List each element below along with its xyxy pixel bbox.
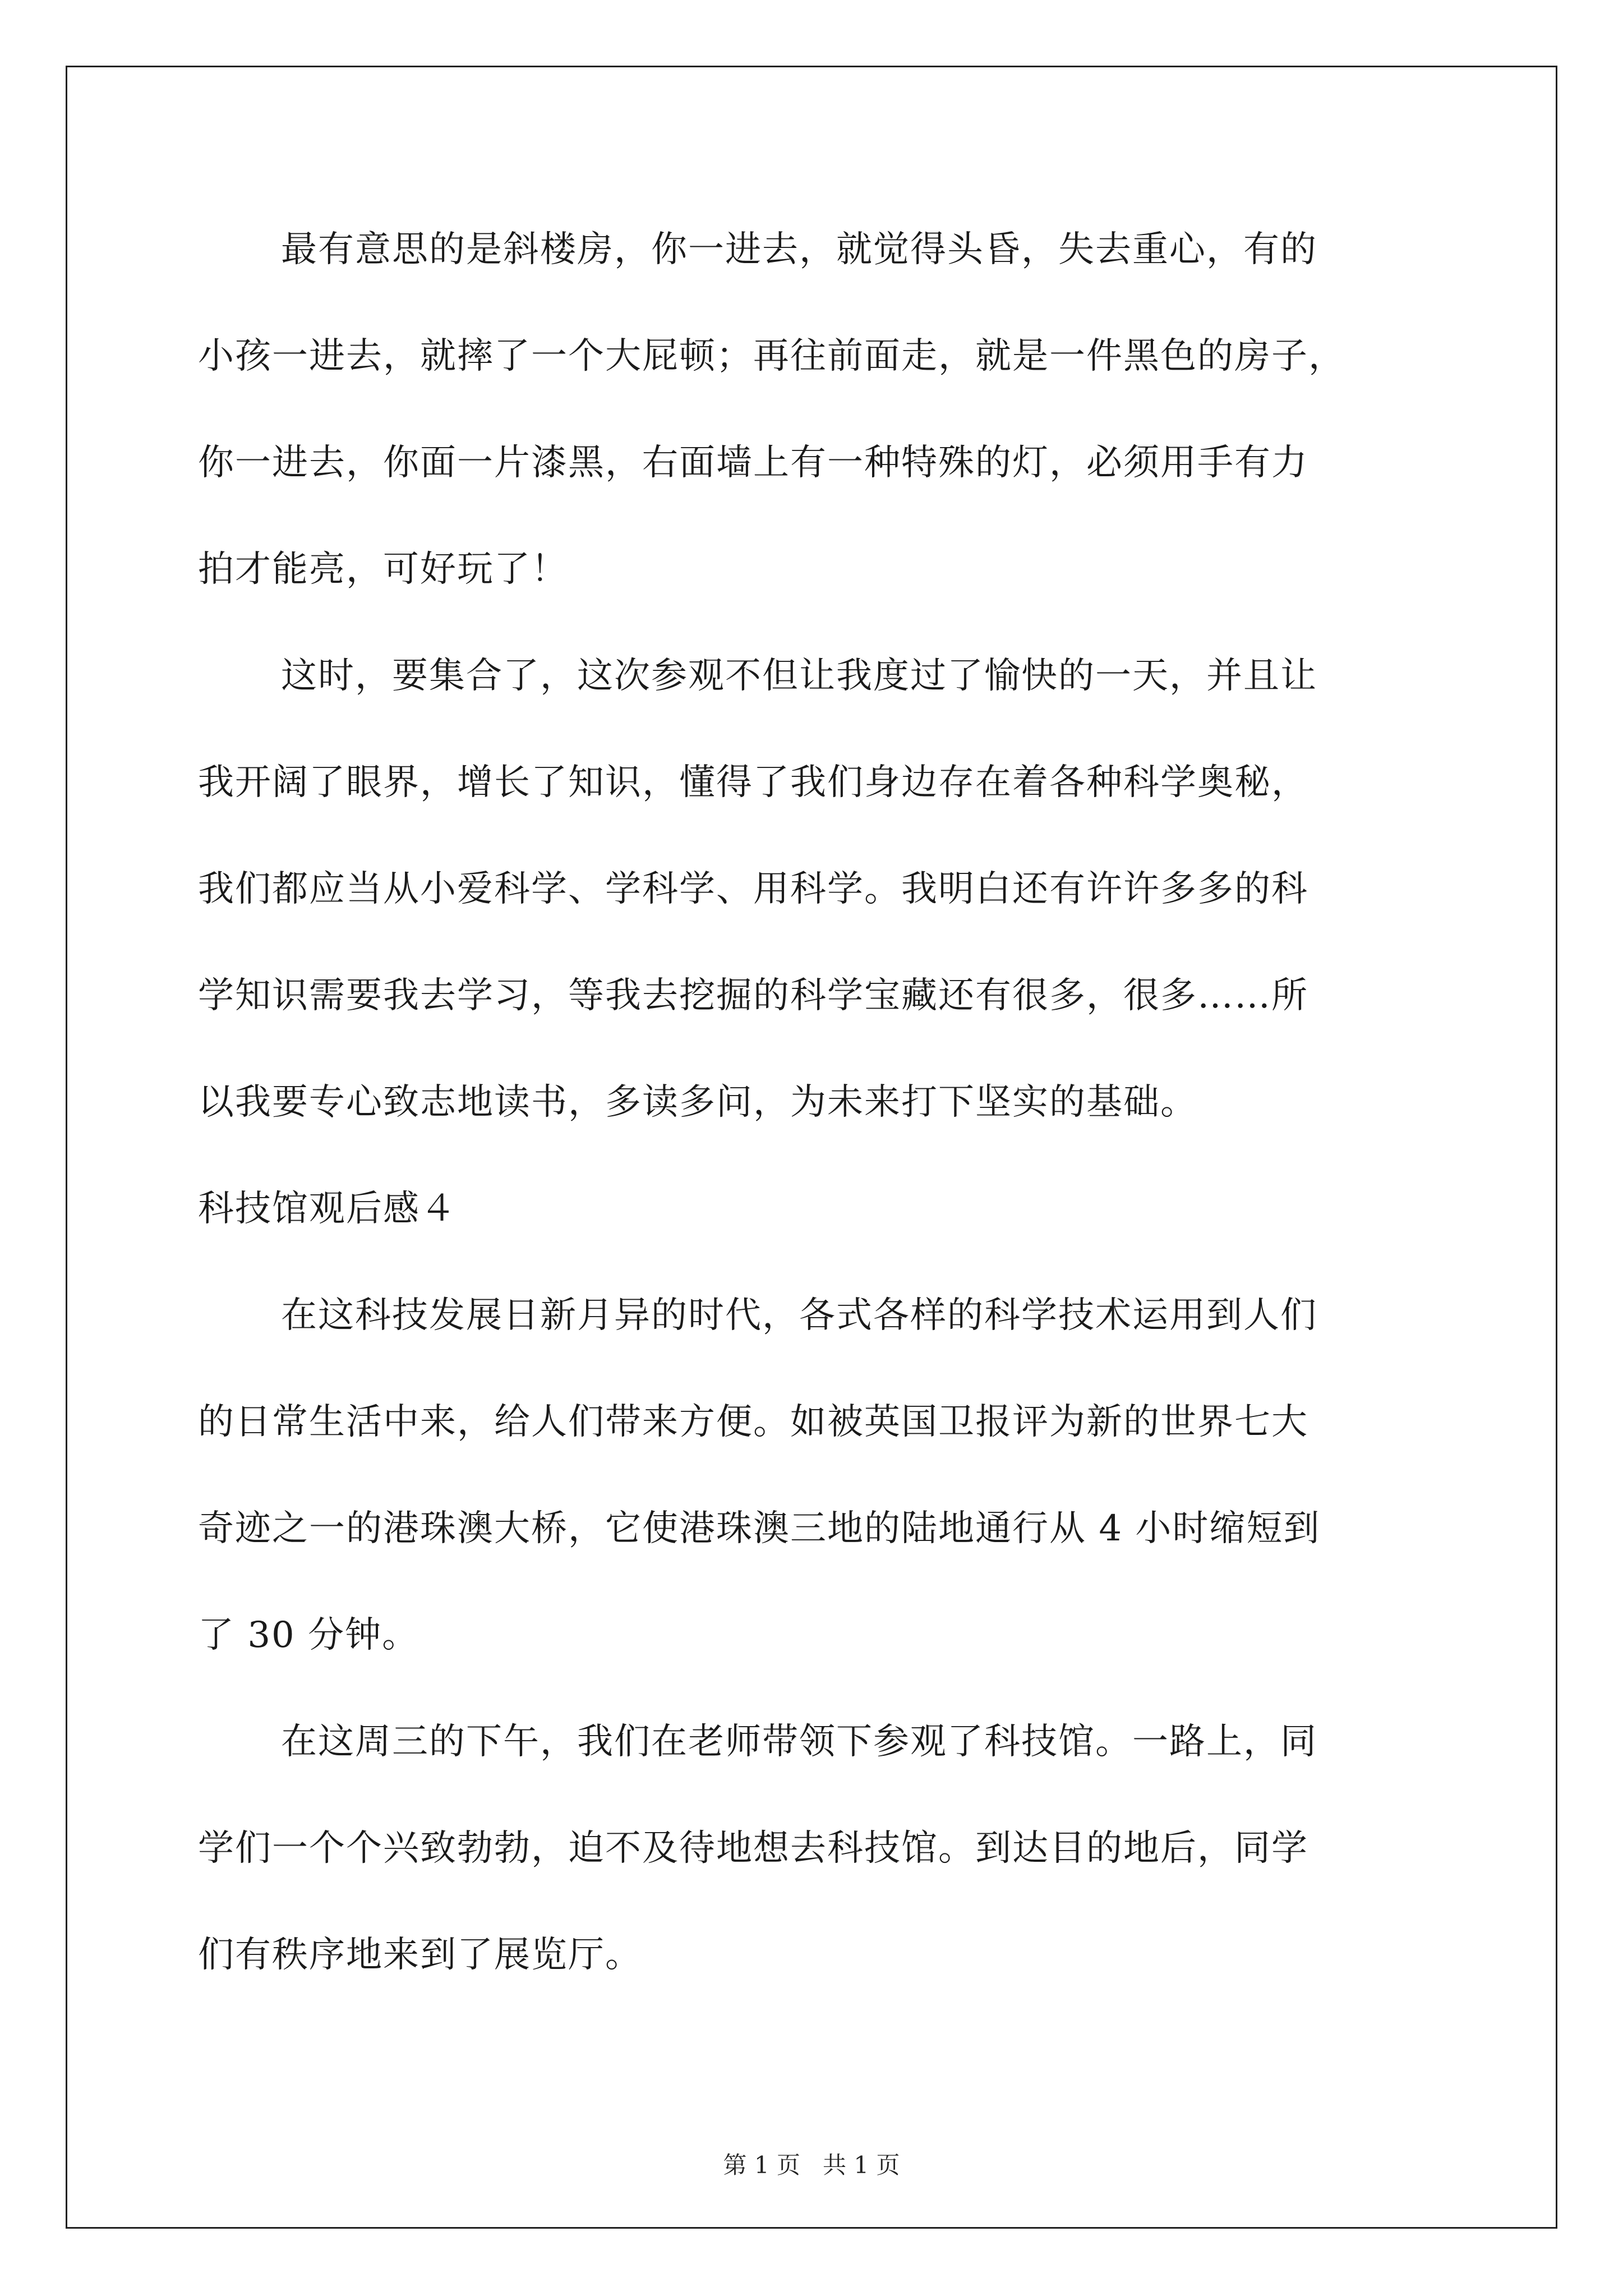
page-number-footer: 第 1 页 共 1 页 xyxy=(723,2151,900,2179)
paragraph-line: 学知识需要我去学习，等我去挖掘的科学宝藏还有很多，很多……所 xyxy=(198,975,1308,1016)
paragraph-line: 我们都应当从小爱科学、学科学、用科学。我明白还有许许多多的科 xyxy=(198,868,1308,910)
paragraph-line: 拍才能亮，可好玩了！ xyxy=(198,549,568,590)
paragraph-line: 们有秩序地来到了展览厅。 xyxy=(198,1934,642,1976)
paragraph-line: 小孩一进去，就摔了一个大屁顿；再往前面走，就是一件黑色的房子， xyxy=(198,335,1345,377)
document-body xyxy=(198,213,1437,2025)
paragraph-line: 最有意思的是斜楼房，你一进去，就觉得头昏，失去重心，有的 xyxy=(281,229,1317,270)
paragraph-line: 在这科技发展日新月异的时代，各式各样的科学技术运用到人们 xyxy=(281,1295,1317,1336)
paragraph-line: 以我要专心致志地读书，多读多问，为未来打下坚实的基础。 xyxy=(198,1082,1197,1123)
paragraph-line: 这时，要集合了，这次参观不但让我度过了愉快的一天，并且让 xyxy=(281,655,1317,697)
paragraph-line: 你一进去，你面一片漆黑，右面墙上有一种特殊的灯，必须用手有力 xyxy=(198,442,1308,484)
paragraph-line: 了 30 分钟。 xyxy=(198,1614,419,1656)
paragraph-line: 的日常生活中来，给人们带来方便。如被英国卫报评为新的世界七大 xyxy=(198,1401,1308,1443)
paragraph-line: 在这周三的下午，我们在老师带领下参观了科技馆。一路上，同 xyxy=(281,1721,1317,1763)
paragraph-line: 我开阔了眼界，增长了知识，懂得了我们身边存在着各种科学奥秘， xyxy=(198,762,1308,803)
paragraph-line: 奇迹之一的港珠澳大桥，它使港珠澳三地的陆地通行从 4 小时缩短到 xyxy=(198,1508,1321,1549)
paragraph-line: 学们一个个兴致勃勃，迫不及待地想去科技馆。到达目的地后，同学 xyxy=(198,1828,1308,1869)
section-heading: 科技馆观后感４ xyxy=(198,1188,457,1230)
